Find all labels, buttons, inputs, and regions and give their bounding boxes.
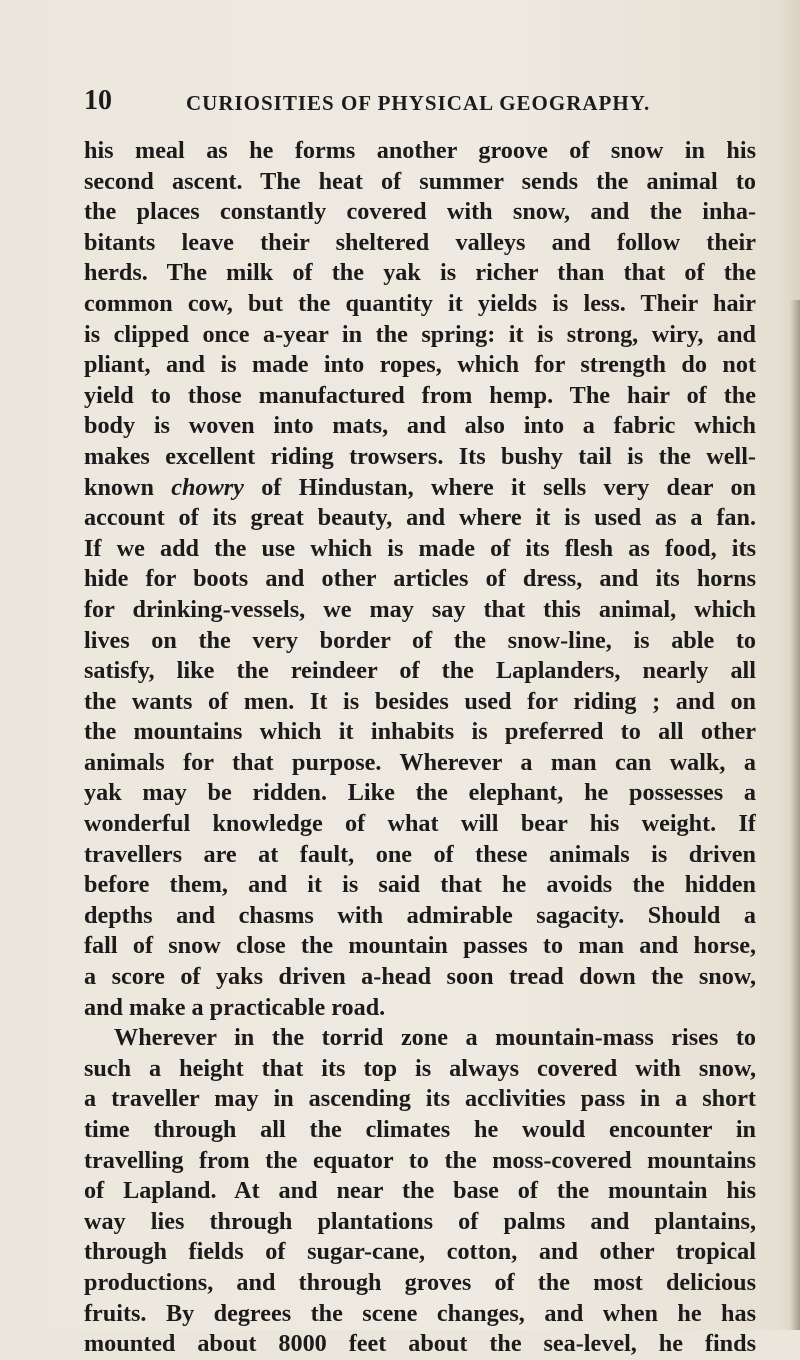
- text-line: the mountains which it inhabits is preferred to all other: [84, 718, 756, 746]
- text-line: of Lapland. At and near the base of the mountain his: [84, 1177, 756, 1205]
- text-line: his meal as he forms another groove of snow in his: [84, 137, 756, 164]
- text-fragment: of Hindustan, where it sells very dear on: [261, 473, 756, 501]
- text-line: pliant, and is made into ropes, which for strength do not: [84, 351, 756, 379]
- text-line: for drinking-vessels, we may say that this animal, which: [84, 595, 756, 623]
- page-header: [84, 84, 664, 118]
- text-line: If we add the use which is made of its flesh as food, its: [84, 534, 756, 562]
- body-text: [84, 136, 756, 1360]
- text-line: travellers are at fault, one of these animals is driven: [84, 840, 756, 868]
- paragraph-start-line: Wherever in the torrid zone a mountain-mass rises to: [114, 1024, 756, 1052]
- text-line: common cow, but the quantity it yields is less. Their hair: [84, 289, 756, 317]
- text-line: is clipped once a-year in the spring: it is strong, wiry, and: [84, 320, 756, 348]
- text-line: productions, and through groves of the most delicious: [84, 1268, 756, 1296]
- page-number: 10: [84, 85, 112, 116]
- paragraph-end-line: and make a practicable road.: [84, 993, 386, 1021]
- text-line: such a height that its top is always covered with snow,: [84, 1054, 756, 1082]
- text-line: the wants of men. It is besides used for riding ; and on: [84, 687, 756, 715]
- text-line: travelling from the equator to the moss-covered mountains: [84, 1146, 756, 1174]
- text-line: a score of yaks driven a-head soon tread down the snow,: [84, 963, 756, 991]
- text-line: fall of snow close the mountain passes to man and horse,: [84, 932, 756, 960]
- text-line: lives on the very border of the snow-line, is able to: [84, 626, 756, 654]
- text-line: through fields of sugar-cane, cotton, and other tropical: [84, 1238, 756, 1266]
- text-line: body is woven into mats, and also into a fabric which: [84, 412, 756, 440]
- running-head: CURIOSITIES OF PHYSICAL GEOGRAPHY.: [186, 91, 651, 115]
- text-line: wonderful knowledge of what will bear his weight. If: [84, 810, 756, 838]
- text-line: hide for boots and other articles of dress, and its horns: [84, 565, 756, 593]
- text-line: before them, and it is said that he avoids the hidden: [84, 871, 756, 899]
- text-line: fruits. By degrees the scene changes, and when he has: [84, 1299, 756, 1327]
- text-line: animals for that purpose. Wherever a man can walk, a: [84, 748, 756, 776]
- text-line: account of its great beauty, and where it is used as a fan.: [84, 504, 756, 532]
- text-line: yak may be ridden. Like the elephant, he possesses a: [84, 779, 756, 807]
- text-line: satisfy, like the reindeer of the Laplanders, nearly all: [84, 657, 756, 685]
- italic-term: chowry: [171, 473, 244, 501]
- text-line: time through all the climates he would encounter in: [84, 1116, 756, 1143]
- text-fragment: known: [84, 473, 154, 501]
- text-line: the places constantly covered with snow, and the inha-: [84, 198, 756, 226]
- text-line: mounted about 8000 feet about the sea-level, he finds: [84, 1330, 756, 1358]
- text-line: makes excellent riding trowsers. Its bushy tail is the well-: [84, 442, 756, 470]
- text-line: bitants leave their sheltered valleys and follow their: [84, 228, 756, 256]
- text-line: [84, 473, 756, 504]
- text-line: way lies through plantations of palms and plantains,: [84, 1207, 756, 1235]
- page-edge-shadow: [790, 300, 800, 1330]
- text-line: a traveller may in ascending its acclivities pass in a short: [84, 1085, 756, 1113]
- text-line: yield to those manufactured from hemp. The hair of the: [84, 381, 756, 409]
- text-line: second ascent. The heat of summer sends the animal to: [84, 167, 756, 195]
- text-line: depths and chasms with admirable sagacity. Should a: [84, 901, 756, 929]
- text-line: herds. The milk of the yak is richer than that of the: [84, 259, 756, 287]
